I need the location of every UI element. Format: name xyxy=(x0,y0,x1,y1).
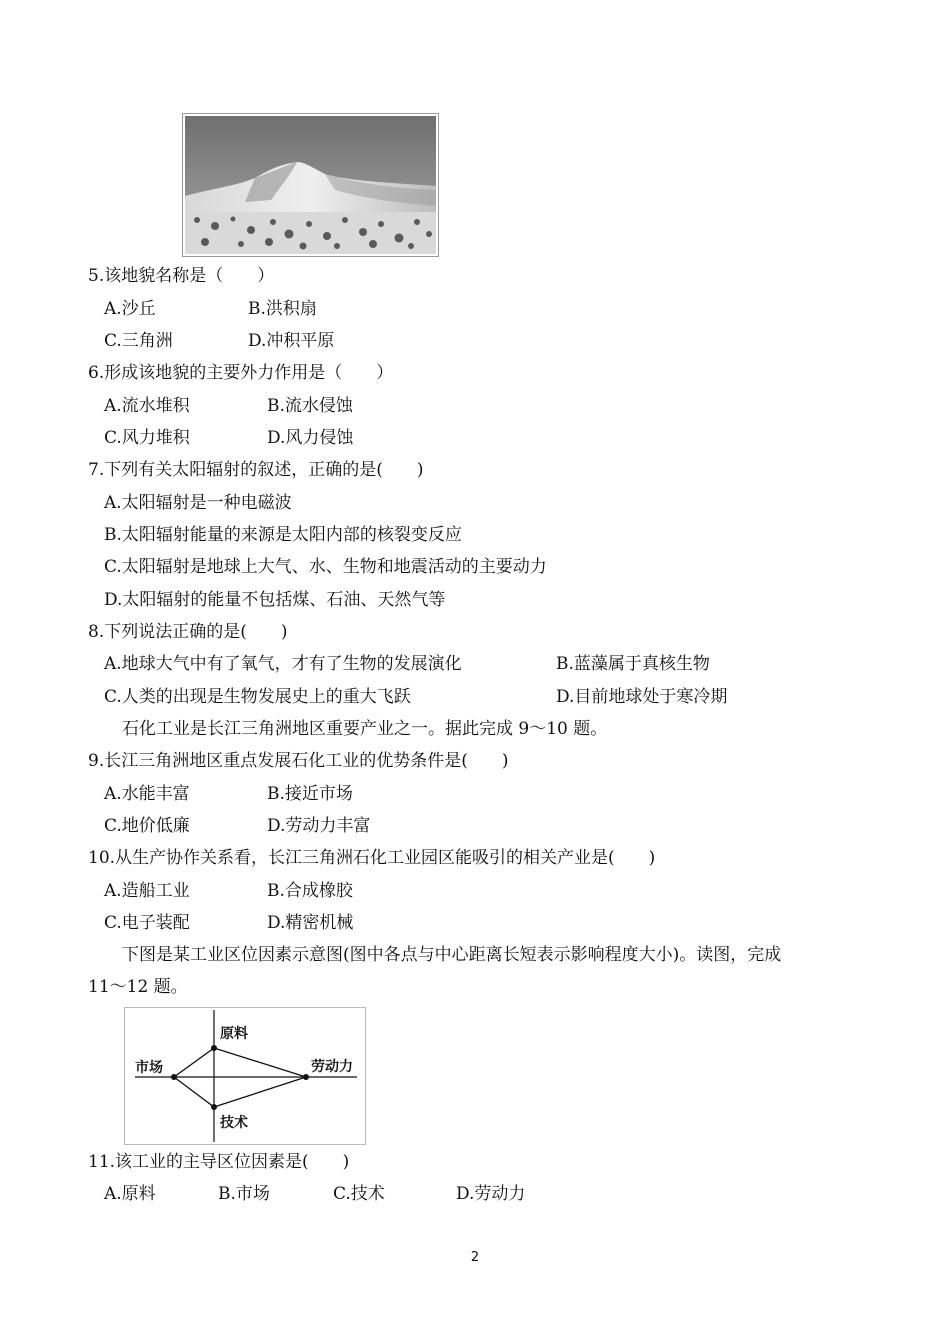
page-number: 2 xyxy=(470,1250,480,1265)
question-7-option-c: C.太阳辐射是地球上大气、水、生物和地震活动的主要动力 xyxy=(104,557,547,577)
diagram-label-market: 市场 xyxy=(135,1060,163,1076)
question-8-option-a: A.地球大气中有了氧气，才有了生物的发展演化 xyxy=(104,654,462,674)
diagram-label-labor: 劳动力 xyxy=(311,1059,353,1075)
question-9-stem: 9.长江三角洲地区重点发展石化工业的优势条件是( ) xyxy=(88,751,509,771)
dune-landscape-image xyxy=(185,116,436,254)
question-6-option-b: B.流水侵蚀 xyxy=(267,396,353,416)
question-6-option-c: C.风力堆积 xyxy=(104,428,190,448)
technology-point xyxy=(211,1104,217,1110)
question-11-option-c: C.技术 xyxy=(333,1184,385,1204)
question-8-option-d: D.目前地球处于寒冷期 xyxy=(556,687,728,707)
question-6-option-a: A.流水堆积 xyxy=(104,396,190,416)
question-9-option-a: A.水能丰富 xyxy=(104,784,190,804)
question-11-option-d: D.劳动力 xyxy=(456,1184,526,1204)
question-9-option-c: C.地价低廉 xyxy=(104,816,190,836)
intro-questions-11-12-line2: 11～12 题。 xyxy=(88,977,188,997)
question-11-option-b: B.市场 xyxy=(218,1184,270,1204)
location-factor-diagram xyxy=(124,1007,366,1145)
question-5-option-a: A.沙丘 xyxy=(104,299,156,319)
question-7-option-a: A.太阳辐射是一种电磁波 xyxy=(104,493,292,513)
question-8-option-b: B.蓝藻属于真核生物 xyxy=(556,654,710,674)
question-9-option-b: B.接近市场 xyxy=(267,784,353,804)
question-5-option-c: C.三角洲 xyxy=(104,331,173,351)
question-5-option-d: D.冲积平原 xyxy=(248,331,335,351)
question-10-stem: 10.从生产协作关系看，长江三角洲石化工业园区能吸引的相关产业是( ) xyxy=(88,848,656,868)
question-10-option-a: A.造船工业 xyxy=(104,881,190,901)
dune-photo xyxy=(182,113,439,257)
question-11-option-a: A.原料 xyxy=(104,1184,156,1204)
intro-questions-11-12-line1: 下图是某工业区位因素示意图(图中各点与中心距离长短表示影响程度大小)。读图，完成 xyxy=(122,945,782,965)
question-5-stem: 5.该地貌名称是（ ） xyxy=(88,266,275,286)
market-point xyxy=(171,1074,177,1080)
question-10-option-d: D.精密机械 xyxy=(267,913,354,933)
question-10-option-b: B.合成橡胶 xyxy=(267,881,353,901)
question-6-stem: 6.形成该地貌的主要外力作用是（ ） xyxy=(88,363,394,383)
question-5-option-b: B.洪积扇 xyxy=(248,299,317,319)
question-7-option-b: B.太阳辐射能量的来源是太阳内部的核裂变反应 xyxy=(104,525,462,545)
intro-questions-9-10: 石化工业是长江三角洲地区重要产业之一。据此完成 9～10 题。 xyxy=(122,719,608,739)
question-7-option-d: D.太阳辐射的能量不包括煤、石油、天然气等 xyxy=(104,590,446,610)
diagram-label-raw-material: 原料 xyxy=(220,1026,248,1042)
question-8-option-c: C.人类的出现是生物发展史上的重大飞跃 xyxy=(104,687,411,707)
question-9-option-d: D.劳动力丰富 xyxy=(267,816,371,836)
question-11-stem: 11.该工业的主导区位因素是( ) xyxy=(88,1152,350,1172)
question-10-option-c: C.电子装配 xyxy=(104,913,190,933)
diagram-label-technology: 技术 xyxy=(220,1115,248,1131)
labor-point xyxy=(303,1074,309,1080)
question-6-option-d: D.风力侵蚀 xyxy=(267,428,354,448)
question-7-stem: 7.下列有关太阳辐射的叙述，正确的是( ) xyxy=(88,460,424,480)
question-8-stem: 8.下列说法正确的是( ) xyxy=(88,622,288,642)
raw-material-point xyxy=(211,1045,217,1051)
